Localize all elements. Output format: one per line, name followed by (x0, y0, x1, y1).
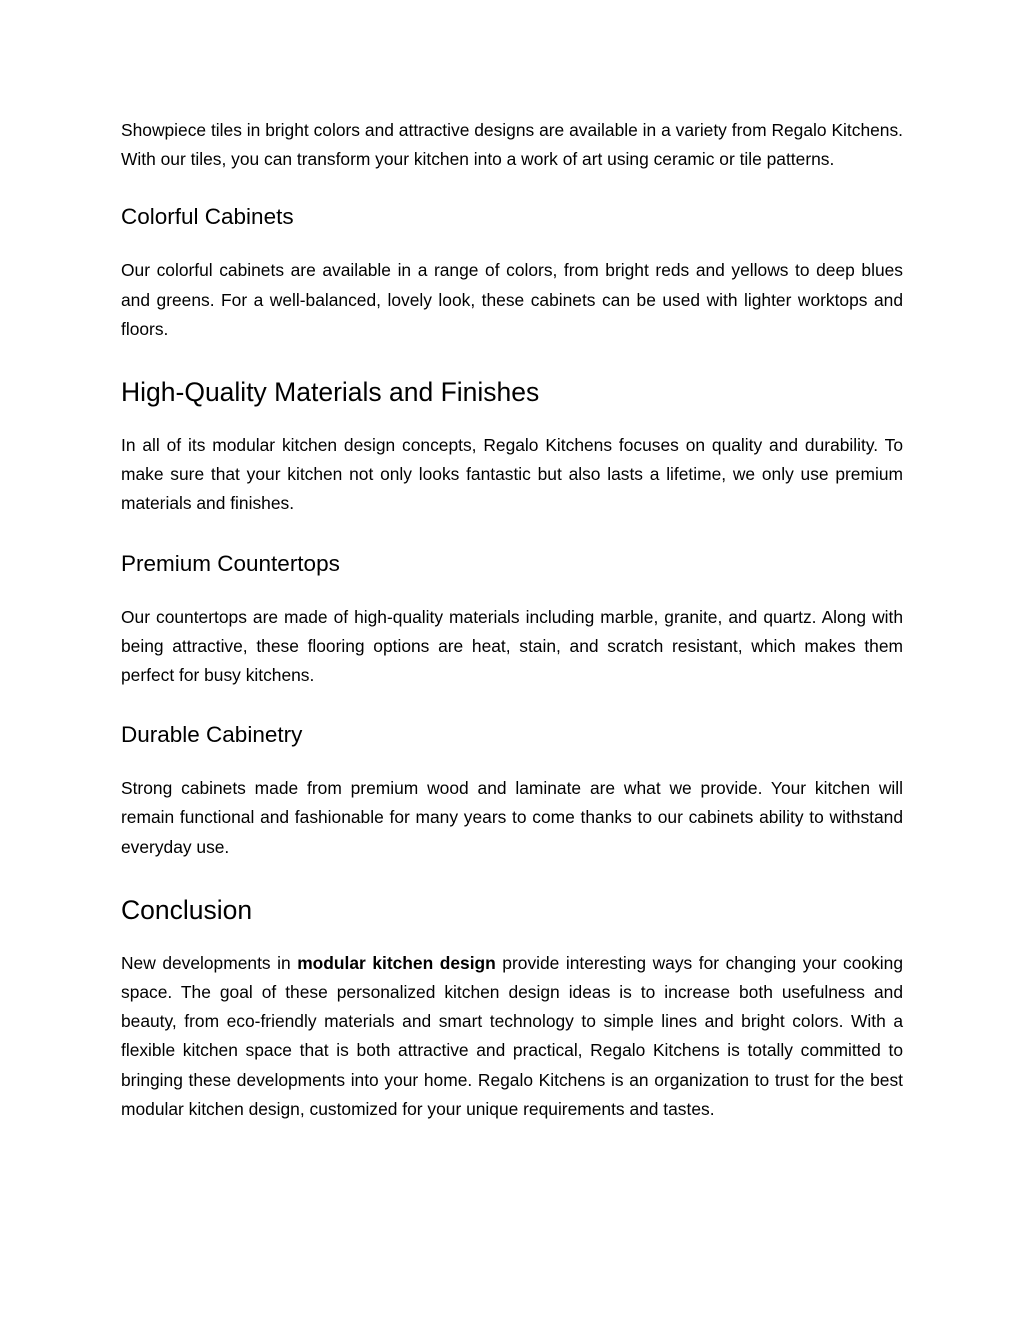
durable-cabinetry-paragraph: Strong cabinets made from premium wood and laminate are what we provide. Your kitchen will remain functional and fashionable for many years to come thanks to our cabinets ability to withstand everyday use. (121, 778, 903, 857)
modular-kitchen-design-emphasis: modular kitchen design (297, 952, 496, 973)
document-page (121, 116, 903, 1124)
conclusion-paragraph (121, 949, 903, 1124)
premium-countertops-paragraph: Our countertops are made of high-quality materials including marble, granite, and quartz. Along with being attractive, these flooring options are heat, stain, and scratch resistant, which makes them perfect for busy kitchens. (121, 606, 903, 686)
colorful-cabinets-heading: Colorful Cabinets (121, 204, 294, 230)
conclusion-text-end: provide interesting ways for changing your cooking space. The goal of these personalized kitchen design ideas is to increase both usefulness and beauty, from eco-friendly materials and smart technology to simple lines and bright colors. With a flexible kitchen space that is both attractive and practical, Regalo Kitchens is totally committed to bringing these developments into your home. Regalo Kitchens is an organization to trust for the best modular kitchen design, customized for your unique requirements and tastes. (121, 952, 904, 1119)
intro-paragraph: Showpiece tiles in bright colors and attractive designs are available in a variety from Regalo Kitchens. With our tiles, you can transform your kitchen into a work of art using ceramic or tile patterns. (121, 120, 903, 170)
durable-cabinetry-heading: Durable Cabinetry (121, 722, 303, 748)
colorful-cabinets-paragraph: Our colorful cabinets are available in a range of colors, from bright reds and yellows to deep blues and greens. For a well-balanced, lovely look, these cabinets can be used with lighter worktops and floors. (121, 260, 903, 339)
conclusion-heading: Conclusion (121, 894, 253, 925)
high-quality-paragraph: In all of its modular kitchen design concepts, Regalo Kitchens focuses on quality and durability. To make sure that your kitchen not only looks fantastic but also lasts a lifetime, we only use premium materials and finishes. (121, 435, 903, 514)
conclusion-text-start: New developments in (121, 952, 298, 973)
high-quality-heading: High-Quality Materials and Finishes (121, 377, 540, 408)
premium-countertops-heading: Premium Countertops (121, 550, 340, 576)
